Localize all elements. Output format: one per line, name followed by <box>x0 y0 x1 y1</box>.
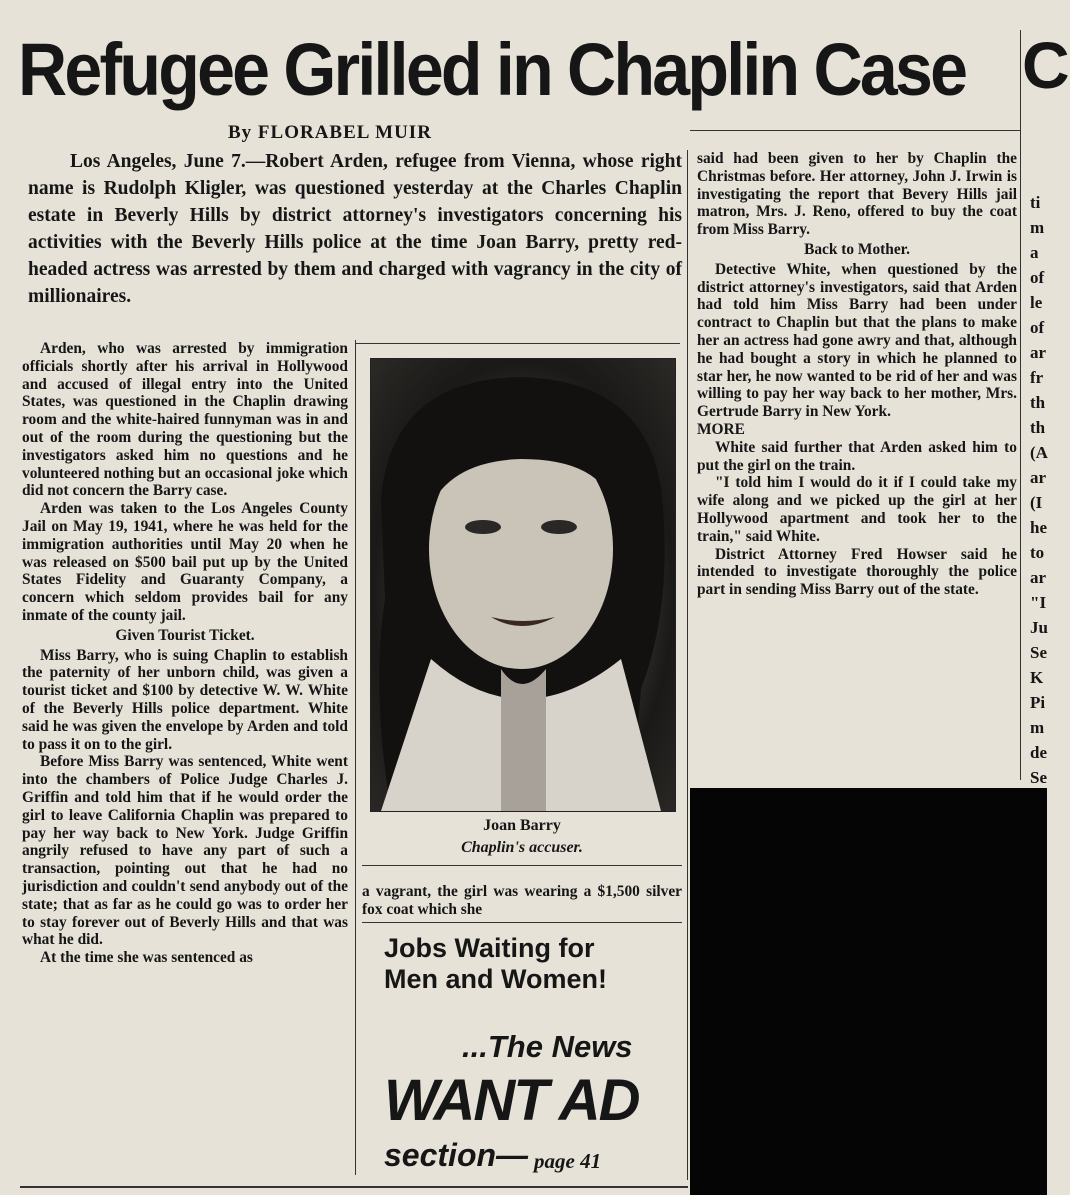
section-rule <box>690 130 1020 131</box>
headline-cut-glyph: C <box>1022 28 1070 102</box>
edge-fragment: to <box>1030 543 1045 562</box>
edge-fragment: (A <box>1030 443 1048 462</box>
edge-fragment: Se <box>1030 643 1047 662</box>
paragraph: District Attorney Fred Howser said he intended to investigate thoroughly the police part in sending Miss Barry out of the state. <box>697 545 1017 599</box>
paragraph: Arden, who was arrested by immigration officials shortly after his arrival in Hollywood and accused of illegal entry into the United States, was questioned in the Chaplin drawing room and the white-haired funnyman was in and out of the room during the questioning but the investigators asked him no questions and he volunteered nothing but an occasional joke which did not concern the Barry case. <box>22 340 348 500</box>
edge-fragment: th <box>1030 393 1046 412</box>
ad-page-ref: page 41 <box>534 1149 602 1173</box>
edge-fragment: K <box>1030 668 1044 687</box>
footer-rule <box>20 1186 688 1188</box>
edge-fragment: ar <box>1030 343 1047 362</box>
column-rule <box>687 150 688 1180</box>
joan-barry-photo <box>370 358 676 812</box>
edge-fragment: le <box>1030 293 1043 312</box>
section-rule <box>362 922 682 923</box>
headline: Refugee Grilled in Chaplin Case <box>18 28 966 111</box>
black-region <box>690 788 1047 1195</box>
paragraph: White said further that Arden asked him to put the girl on the train. <box>697 438 1017 474</box>
edge-fragment: th <box>1030 418 1046 437</box>
paragraph: Miss Barry, who is suing Chaplin to establish the paternity of her unborn child, was given a tourist ticket and $100 by detective W. W. White of the Beverly Hills police department. White said he was given the envelope by Arden and told to pass it on to the girl. <box>22 646 348 753</box>
column-3 <box>697 150 1017 599</box>
subheading: Back to Mother. <box>804 240 910 258</box>
portrait-illustration <box>371 359 675 811</box>
section-rule <box>355 343 680 344</box>
paragraph: said had been given to her by Chaplin the Christmas before. Her attorney, John J. Irwin is investigating the report that Bevery Hills jail matron, Mrs. J. Reno, offered to buy the coat from Miss Barry. <box>697 150 1017 239</box>
edge-fragment: of <box>1030 318 1045 337</box>
ad-line: Men and Women! <box>384 964 608 994</box>
edge-fragment: Ju <box>1030 618 1048 637</box>
column-2-continuation <box>362 883 682 919</box>
edge-fragment: "I <box>1030 593 1047 612</box>
right-column-rule <box>1020 30 1021 780</box>
edge-fragment: ar <box>1030 568 1047 587</box>
column-1 <box>22 340 348 967</box>
lede-paragraph: Los Angeles, June 7.—Robert Arden, refugee from Vienna, whose right name is Rudolph Kligler, was questioned yesterday at the Charles Chaplin estate in Beverly Hills by district attorney's investigators concerning his activities with the Beverly Hills police at the time Joan Barry, pretty red-headed actress was arrested by them and charged with vagrancy in the city of millionaires. <box>28 151 682 307</box>
edge-fragment: Pi <box>1030 693 1046 712</box>
ad-headline <box>384 933 607 995</box>
photo-caption <box>362 815 682 859</box>
edge-fragment: fr <box>1030 368 1044 387</box>
edge-fragment: Se <box>1030 768 1047 787</box>
ad-line: WANT AD <box>384 1068 639 1133</box>
subheading: Given Tourist Ticket. <box>115 626 255 644</box>
edge-fragment: m <box>1030 718 1045 737</box>
paragraph: At the time she was sentenced as <box>40 949 253 967</box>
caption-name: Joan Barry <box>483 817 561 834</box>
edge-fragment: he <box>1030 518 1047 537</box>
paragraph: Arden was taken to the Los Angeles County Jail on May 19, 1941, where he was held for the immigration authorities until May 20 when he was released on $500 bail put up by the United States Fidelity and Guaranty Company, a concern which seldom provides bail for any inmate of the county jail. <box>22 500 348 624</box>
edge-fragment: de <box>1030 743 1047 762</box>
caption-description: Chaplin's accuser. <box>461 839 583 856</box>
paragraph: a vagrant, the girl was wearing a $1,500 silver fox coat which she <box>362 883 682 918</box>
edge-fragment: of <box>1030 268 1045 287</box>
paragraph: Before Miss Barry was sentenced, White went into the chambers of Police Judge Charles J. Griffin and told him that if he would order the girl to leave California Chaplin was prepared to pay her way back to New York. Judge Griffin angrily refused to have any part of such a transaction, pointing out that he had no jurisdiction and couldn't send anybody out of the state; that as far as he could go was to order her to stay forever out of Beverly Hills and that was what he did. <box>22 753 348 949</box>
edge-fragment: m <box>1030 218 1045 237</box>
want-ad-advertisement <box>362 925 682 1180</box>
section-rule <box>362 865 682 866</box>
paragraph: "I told him I would do it if I could take my wife along and we picked up the girl at her Hollywood apartment and took her to the train," said White. <box>697 474 1017 545</box>
cropped-edge-column <box>1030 190 1048 787</box>
ad-line: Jobs Waiting for <box>384 933 595 963</box>
column-rule <box>355 340 356 1175</box>
paragraph: Detective White, when questioned by the district attorney's investigators, said that Arden had told him Miss Barry had been under contract to Chaplin but that the plans to make her an actress had gone awry and that, although he had bought a story in which he planned to star her, he now wanted to be rid of her and was willing to pay her way back to her mother, Mrs. Gertrude Barry in New York. <box>697 260 1017 421</box>
more-marker: MORE <box>697 420 745 438</box>
edge-fragment: ti <box>1030 193 1041 212</box>
byline: By FLORABEL MUIR <box>228 122 432 143</box>
ad-line: ...The News <box>462 1029 633 1064</box>
edge-fragment: (I <box>1030 493 1043 512</box>
edge-fragment: ar <box>1030 468 1047 487</box>
ad-line: section— <box>384 1137 529 1173</box>
edge-fragment: a <box>1030 243 1039 262</box>
